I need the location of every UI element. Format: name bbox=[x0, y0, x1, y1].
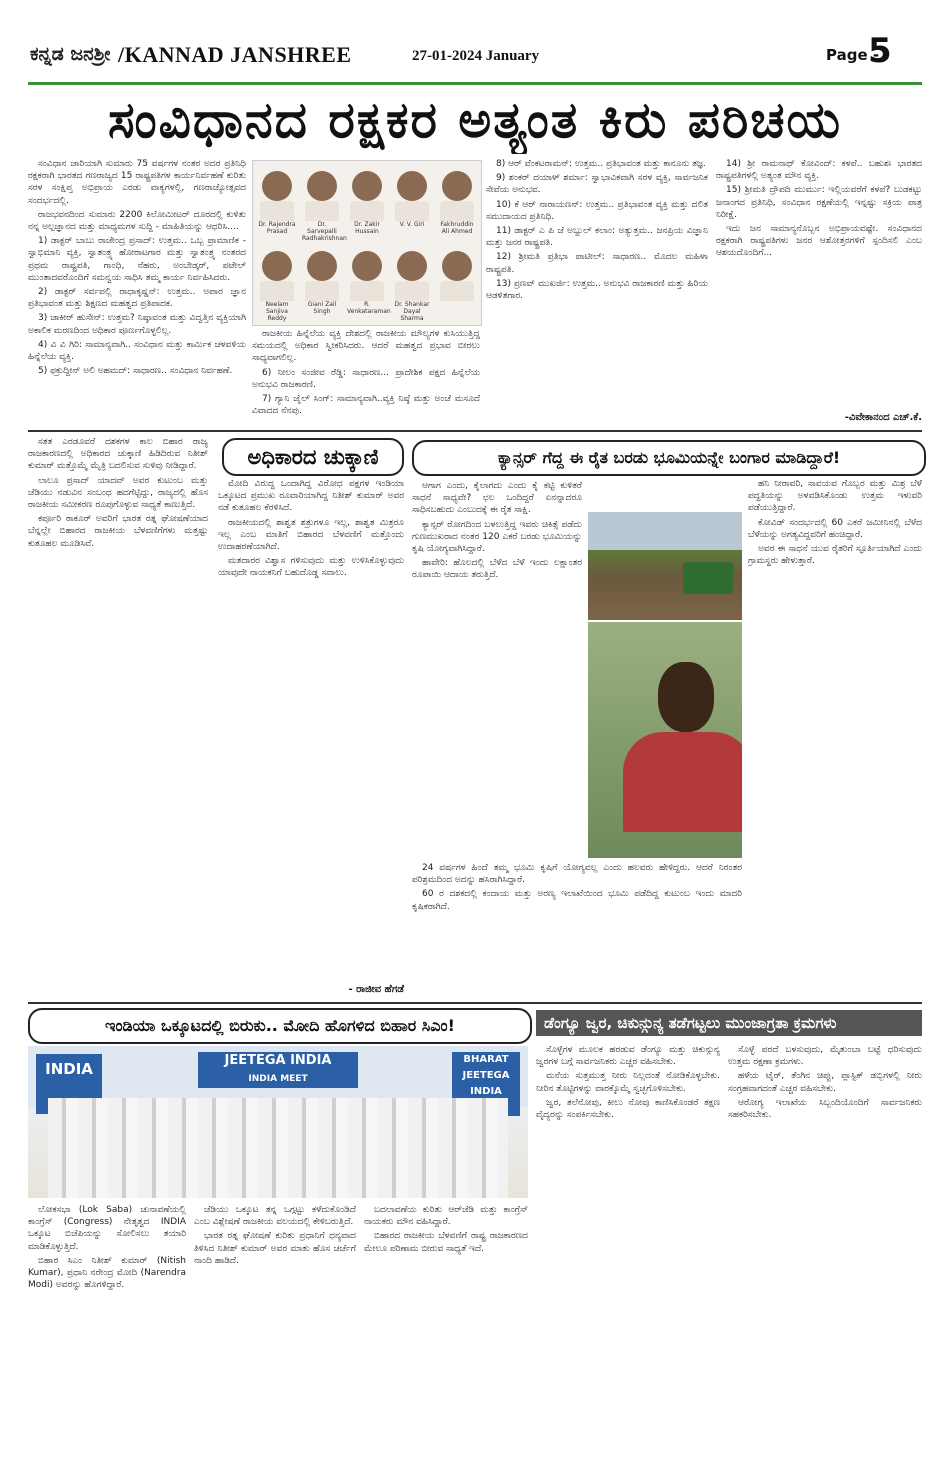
president-portrait bbox=[257, 247, 297, 322]
paragraph: ಕ್ಯಾನ್ಸರ್ ರೋಗದಿಂದ ಬಳಲುತ್ತಿದ್ದ ಇವರು ಚಿಕಿತ್ಸೆ ಪಡೆದು ಗುಣಮುಖರಾದ ನಂತರ 120 ಎಕರೆ ಬರಡು ಭೂಮಿಯನ್ನು ಕೃಷಿ ಯೋಗ್ಯವಾಗಿಸಿದ್ದಾರೆ. bbox=[412, 519, 582, 555]
attire-shape bbox=[350, 281, 384, 301]
face-shape bbox=[442, 171, 472, 201]
farm-field-photo bbox=[588, 512, 742, 620]
paragraph: ಲಾಲೂ ಪ್ರಸಾದ್ ಯಾದವ್ ಅವರ ಕುಟುಂಬ ಮತ್ತು ಜೆಡಿಯು ನಡುವಿನ ಸಂಬಂಧ ಹದಗೆಟ್ಟಿದ್ದು, ರಾಜ್ಯದಲ್ಲಿ ಹೊಸ ರಾಜಕೀಯ ಸಮೀಕರಣ ರೂಪುಗೊಳ್ಳುವ ಸಾಧ್ಯತೆ ಕಾಣುತ್ತಿದೆ. bbox=[28, 475, 208, 511]
article5-column-1 bbox=[536, 1044, 720, 1466]
president-portrait bbox=[437, 167, 477, 235]
face-shape bbox=[262, 171, 292, 201]
attire-shape bbox=[440, 281, 474, 301]
paragraph: ಅವರ ಈ ಸಾಧನೆ ಯುವ ರೈತರಿಗೆ ಸ್ಫೂರ್ತಿಯಾಗಿದೆ ಎಂದು ಗ್ರಾಮಸ್ಥರು ಹೇಳುತ್ತಾರೆ. bbox=[748, 544, 922, 567]
president-portrait bbox=[347, 247, 391, 315]
article3-column-1 bbox=[412, 480, 582, 860]
article2-heading: ಅಧಿಕಾರದ ಚುಕ್ಕಾಣಿ bbox=[222, 438, 404, 476]
farmer-head-shape bbox=[658, 662, 714, 732]
face-shape bbox=[307, 251, 337, 281]
paragraph: ಜ್ವರ, ತಲೆನೋವು, ಕೀಲು ನೋವು ಕಾಣಿಸಿಕೊಂಡರೆ ತಕ್ಷಣ ವೈದ್ಯರನ್ನು ಸಂಪರ್ಕಿಸಬೇಕು. bbox=[536, 1097, 720, 1121]
attire-shape bbox=[260, 281, 294, 301]
paragraph: ಹಾವೇರಿ: ಹೊಲದಲ್ಲಿ ಬೆಳೆದ ಬೆಳೆ ಇಂದು ಲಕ್ಷಾಂತರ ರೂಪಾಯಿ ಆದಾಯ ತರುತ್ತಿದೆ. bbox=[412, 558, 582, 581]
paragraph: 2) ಡಾಕ್ಟರ್ ಸರ್ವಪಲ್ಲಿ ರಾಧಾಕೃಷ್ಣನ್: ಉತ್ತಮ.. ಅಪಾರ ಜ್ಞಾನ ಪ್ರತಿಭಾವಂತ ಮತ್ತು ಶಿಕ್ಷಣದ ಮಹತ್ವದ ಪ್ರತಿಪಾದಕ. bbox=[28, 287, 246, 310]
paragraph: ಜೆಡಿಯು ಒಕ್ಕೂಟ ತನ್ನ ಒಗ್ಗಟ್ಟು ಕಳೆದುಕೊಂಡಿದೆ ಎಂಬ ವಿಶ್ಲೇಷಣೆ ರಾಜಕೀಯ ವಲಯದಲ್ಲಿ ಕೇಳಿಬರುತ್ತಿದೆ. bbox=[194, 1205, 356, 1228]
paragraph: ಲೋಕಸಭಾ (Lok Saba) ಚುನಾವಣೆಯಲ್ಲಿ ಕಾಂಗ್ರೆಸ್ (Congress) ನೇತೃತ್ವದ INDIA ಒಕ್ಕೂಟ ಬಿಜೆಪಿಯನ್ನು ಸೋಲಿಸಲು ತಯಾರಿ ಮಾಡಿಕೊಳ್ಳುತ್ತಿದೆ. bbox=[28, 1205, 186, 1252]
article1-column-1 bbox=[28, 158, 246, 428]
paragraph: ಸತತ ಎರಡೂವರೆ ದಶಕಗಳ ಕಾಲ ಬಿಹಾರ ರಾಜ್ಯ ರಾಜಕಾರಣದಲ್ಲಿ ಅಧಿಕಾರದ ಚುಕ್ಕಾಣಿ ಹಿಡಿದಿರುವ ನಿತೀಶ್ ಕುಮಾರ್ ಮತ್ತೊಮ್ಮೆ ಮೈತ್ರಿ ಬದಲಿಸುವ ಸುಳಿವು ನೀಡಿದ್ದಾರೆ. bbox=[28, 437, 208, 472]
tractor-shape bbox=[683, 562, 733, 594]
article5-heading: ಡೆಂಗ್ಯೂ ಜ್ವರ, ಚಿಕುನ್ಗುನ್ಯ ತಡೆಗಟ್ಟಲು ಮುಂಜಾಗ್ರತಾ ಕ್ರಮಗಳು bbox=[536, 1010, 922, 1036]
article1-column-4 bbox=[716, 158, 922, 413]
farmer-body-shape bbox=[623, 732, 742, 832]
paragraph: ಭಾರತ ರತ್ನ ಘೋಷಣೆ ಕುರಿತು ಪ್ರಧಾನಿಗೆ ಧನ್ಯವಾದ ತಿಳಿಸಿದ ನಿತೀಶ್ ಕುಮಾರ್ ಅವರ ಮಾತು ಹೊಸ ಚರ್ಚೆಗೆ ನಾಂದಿ ಹಾಡಿದೆ. bbox=[194, 1231, 356, 1266]
meet-label: INDIA MEET bbox=[248, 1074, 308, 1084]
presidents-portrait-collage bbox=[252, 160, 482, 326]
paragraph: ಮನೆಯ ಸುತ್ತಮುತ್ತ ನೀರು ನಿಲ್ಲದಂತೆ ನೋಡಿಕೊಳ್ಳಬೇಕು. ನೀರಿನ ತೊಟ್ಟಿಗಳನ್ನು ವಾರಕ್ಕೊಮ್ಮೆ ಸ್ವಚ್ಛಗೊಳಿಸಬೇಕು. bbox=[536, 1071, 720, 1094]
attire-shape bbox=[395, 201, 429, 221]
paragraph: 12) ಶ್ರೀಮತಿ ಪ್ರತಿಭಾ ಪಾಟೀಲ್: ಸಾಧಾರಣ.. ಮೊದಲ ಮಹಿಳಾ ರಾಷ್ಟ್ರಪತಿ. bbox=[486, 252, 708, 275]
paragraph: 5) ಫಕ್ರುದ್ದೀನ್ ಅಲಿ ಅಹಮದ್: ಸಾಧಾರಣ.. ಸಂವಿಧಾನ ನಿರ್ವಹಣೆ. bbox=[38, 366, 233, 377]
president-portrait bbox=[257, 167, 297, 235]
attire-shape bbox=[395, 281, 429, 301]
page-number: 5 bbox=[868, 31, 892, 71]
banner-center bbox=[198, 1052, 358, 1088]
portrait-caption: Dr. Rajendra Prasad bbox=[258, 221, 296, 235]
article3-heading: ಕ್ಯಾನ್ಸರ್ ಗೆದ್ದ ಈ ರೈತ ಬರಡು ಭೂಮಿಯನ್ನೇ ಬಂಗಾರ ಮಾಡಿದ್ದಾರೆ! bbox=[412, 440, 926, 476]
article1-author: -ವಿವೇಕಾನಂದ ಎಚ್.ಕೆ. bbox=[844, 412, 922, 423]
article2-author: - ರಾಜೀವ ಹೆಗಡೆ bbox=[348, 984, 404, 995]
paragraph: ಇದು ಜನ ಸಾಮಾನ್ಯನೊಬ್ಬನ ಅಭಿಪ್ರಾಯವಷ್ಟೇ. ಸಂವಿಧಾನದ ರಕ್ಷಕರಾಗಿ ರಾಷ್ಟ್ರಪತಿಗಳು ಜನರ ಆಶೋತ್ತರಗಳಿಗೆ ಸ್ಪಂದಿಸಲಿ ಎಂಬ ಆಶಯದೊಂದಿಗೆ... bbox=[716, 224, 922, 259]
article4-column-2 bbox=[194, 1204, 356, 1466]
paper-name-kannada: ಕನ್ನಡ ಜನಶ್ರೀ bbox=[30, 43, 111, 65]
face-shape bbox=[442, 251, 472, 281]
banner-right-text: JEETEGA INDIA bbox=[462, 1070, 510, 1097]
article4-column-1 bbox=[28, 1204, 186, 1466]
president-portrait bbox=[392, 247, 432, 322]
president-portrait bbox=[302, 247, 342, 315]
article2-column-2 bbox=[218, 478, 404, 986]
farmer-portrait-photo bbox=[588, 622, 742, 858]
face-shape bbox=[307, 171, 337, 201]
face-shape bbox=[352, 251, 382, 281]
paragraph: ರಾಜಭವನದಿಂದ ಸುಮಾರು 2200 ಕಿಲೋಮೀಟರ್ ದೂರದಲ್ಲಿ ಕುಳಿತು ನನ್ನ ಅಲ್ಪಜ್ಞಾನದ ಮತ್ತು ಮಾಧ್ಯಮಗಳ ಸುದ್ದಿ - ಮಾಹಿತಿಯನ್ನು ಆಧರಿಸಿ.... bbox=[28, 209, 246, 233]
paragraph: ಹನಿ ನೀರಾವರಿ, ಸಾವಯವ ಗೊಬ್ಬರ ಮತ್ತು ಮಿಶ್ರ ಬೆಳೆ ಪದ್ಧತಿಯನ್ನು ಅಳವಡಿಸಿಕೊಂಡು ಉತ್ತಮ ಇಳುವರಿ ಪಡೆಯುತ್ತಿದ್ದಾರೆ. bbox=[748, 479, 922, 514]
portrait-caption: Dr. Shankar Dayal Sharma bbox=[394, 301, 430, 322]
attire-shape bbox=[440, 201, 474, 221]
president-portrait bbox=[392, 167, 432, 228]
paragraph: 9) ಶಂಕರ್ ದಯಾಳ್ ಶರ್ಮಾ: ಸ್ವಾಭಾವಿಕವಾಗಿ ಸರಳ ವ್ಯಕ್ತಿ, ಸಾರ್ವಜನಿಕ ಸೇವೆಯ ಅನುಭವ. bbox=[486, 173, 708, 196]
paragraph: ಕರ್ಪೂರಿ ಠಾಕೂರ್ ಅವರಿಗೆ ಭಾರತ ರತ್ನ ಘೋಷಣೆಯಾದ ಬೆನ್ನಲ್ಲೇ ಬಿಹಾರದ ರಾಜಕೀಯ ಬೆಳವಣಿಗೆಗಳು ಮತ್ತಷ್ಟು ಕುತೂಹಲ ಮೂಡಿಸಿವೆ. bbox=[28, 514, 208, 549]
section-divider-2 bbox=[28, 1002, 922, 1004]
article4-heading: ಇಂಡಿಯಾ ಒಕ್ಕೂಟದಲ್ಲಿ ಬಿರುಕು.. ಮೋದಿ ಹೊಗಳಿದ ಬಿಹಾರ ಸಿಎಂ! bbox=[28, 1008, 532, 1044]
paragraph: ಬಿಹಾರ ಸಿಎಂ ನಿತೀಶ್ ಕುಮಾರ್ (Nitish Kumar), ಪ್ರಧಾನಿ ನರೇಂದ್ರ ಮೋದಿ (Narendra Modi) ಅವರನ್ನು ಹೊಗಳಿದ್ದಾರೆ. bbox=[28, 1255, 186, 1291]
crowd-of-leaders bbox=[48, 1098, 508, 1198]
paragraph: 60 ರ ದಶಕದಲ್ಲಿ ಕಂದಾಯ ಮತ್ತು ಅರಣ್ಯ ಇಲಾಖೆಯಿಂದ ಭೂಮಿ ಪಡೆದಿದ್ದ ಕುಟುಂಬ ಇಂದು ಮಾದರಿ ಕೃಷಿಕರಾಗಿದೆ. bbox=[412, 889, 742, 912]
article3-column-2 bbox=[412, 862, 742, 998]
paragraph: ಸೊಳ್ಳೆ ಪರದೆ ಬಳಸುವುದು, ಮೈತುಂಬಾ ಬಟ್ಟೆ ಧರಿಸುವುದು ಉತ್ತಮ ರಕ್ಷಣಾ ಕ್ರಮಗಳು. bbox=[728, 1045, 922, 1068]
article5-column-2 bbox=[728, 1044, 922, 1466]
article1-column-2 bbox=[252, 328, 480, 428]
article3-column-3 bbox=[748, 478, 922, 998]
paragraph: ರಾಜಕೀಯ ಹಿನ್ನೆಲೆಯ ವ್ಯಕ್ತಿ ದೇಶದಲ್ಲಿ ರಾಜಕೀಯ ಮೌಲ್ಯಗಳ ಕುಸಿಯುತ್ತಿದ್ದ ಸಮಯದಲ್ಲಿ ಅಧಿಕಾರ ಸ್ವೀಕರಿಸಿದರು. ಆದರೆ ಮಹತ್ವದ ಪ್ರಭಾವ ಬೀರಲು ಸಾಧ್ಯವಾಗಲಿಲ್ಲ. bbox=[252, 329, 480, 364]
portrait-caption: V. V. Giri bbox=[399, 221, 425, 228]
portrait-caption: Giani Zail Singh bbox=[307, 301, 337, 315]
portrait-caption: Dr. Sarvepalli Radhakrishnan bbox=[302, 221, 347, 242]
attire-shape bbox=[305, 201, 339, 221]
paragraph: ಆಗಾಗ ಎಂದು, ಕೈಲಾಗದು ಎಂದು ಕೈ ಕಟ್ಟಿ ಕುಳಿತರೆ ಸಾಧನೆ ಸಾಧ್ಯವೇ? ಛಲ ಒಂದಿದ್ದರೆ ಏನನ್ನಾದರೂ ಸಾಧಿಸಬಹುದು ಎಂಬುದಕ್ಕೆ ಈ ರೈತ ಸಾಕ್ಷಿ. bbox=[412, 481, 582, 516]
paragraph: 10) ಕೆ ಆರ್ ನಾರಾಯಣನ್: ಉತ್ತಮ.. ಪ್ರತಿಭಾವಂತ ವ್ಯಕ್ತಿ ಮತ್ತು ದಲಿತ ಸಮುದಾಯದ ಪ್ರತಿನಿಧಿ. bbox=[486, 199, 708, 222]
paragraph: ಸಂವಿಧಾನ ಜಾರಿಯಾಗಿ ಸುಮಾರು 75 ವರ್ಷಗಳ ನಂತರ ಅದರ ಪ್ರತಿನಿಧಿ ರಕ್ಷಕರಾಗಿ ಭಾರತದ ಗಣರಾಜ್ಯದ 15 ರಾಷ್ಟ್ರಪತಿಗಳ ಕಾರ್ಯನಿರ್ವಹಣೆ ಕುರಿತು ಸರಳ ಸಂಕ್ಷಿಪ್ತ ಅಭಿಪ್ರಾಯ ಎರಡು ವಾಕ್ಯಗಳಲ್ಲಿ, ಗಣರಾಜ್ಯೋತ್ಸವದ ಸಂದರ್ಭದಲ್ಲಿ. bbox=[28, 159, 246, 206]
president-portrait bbox=[347, 167, 387, 235]
paragraph: ಬಿಹಾರದ ರಾಜಕೀಯ ಬೆಳವಣಿಗೆ ರಾಷ್ಟ್ರ ರಾಜಕಾರಣದ ಮೇಲೂ ಪರಿಣಾಮ ಬೀರುವ ಸಾಧ್ಯತೆ ಇದೆ. bbox=[364, 1231, 528, 1254]
face-shape bbox=[397, 251, 427, 281]
page-label: Page - bbox=[826, 46, 880, 64]
attire-shape bbox=[305, 281, 339, 301]
paragraph: 14) ಶ್ರೀ ರಾಮನಾಥ್ ಕೋವಿಂದ್: ಕಳಪೆ.. ಬಹುಶಃ ಭಾರತದ ರಾಷ್ಟ್ರಪತಿಗಳಲ್ಲಿ ಅತ್ಯಂತ ಮೌನ ವ್ಯಕ್ತಿ. bbox=[716, 159, 922, 182]
paragraph: ಮೋದಿ ವಿರುದ್ಧ ಒಂದಾಗಿದ್ದ ವಿರೋಧ ಪಕ್ಷಗಳ ಇಂಡಿಯಾ ಒಕ್ಕೂಟದ ಪ್ರಮುಖ ರೂವಾರಿಯಾಗಿದ್ದ ನಿತೀಶ್ ಕುಮಾರ್ ಅವರ ನಡೆ ಕುತೂಹಲ ಕೆರಳಿಸಿದೆ. bbox=[218, 479, 404, 514]
attire-shape bbox=[350, 201, 384, 221]
banner-left-text: INDIA bbox=[45, 1060, 93, 1078]
masthead bbox=[0, 0, 945, 78]
paragraph: 3) ಜಾಕೀರ್ ಹುಸೇನ್: ಉತ್ತಮ? ನಿಷ್ಠಾವಂತ ಮತ್ತು ವಿದ್ವತ್ತಿನ ವ್ಯಕ್ತಿಯಾಗಿ ಅಕಾಲಿಕ ಮರಣದಿಂದ ಅಧಿಕಾರ ಪೂರ್ಣಗೊಳ್ಳಲಿಲ್ಲ. bbox=[28, 313, 246, 336]
paragraph: 11) ಡಾಕ್ಟರ್ ಎ ಪಿ ಜೆ ಅಬ್ದುಲ್ ಕಲಾಂ: ಅತ್ಯುತ್ತಮ.. ಜನಪ್ರಿಯ ವಿಜ್ಞಾನಿ ಮತ್ತು ಜನರ ರಾಷ್ಟ್ರಪತಿ. bbox=[486, 226, 708, 249]
portrait-caption: Fakhruddin Ali Ahmed bbox=[440, 221, 474, 235]
attire-shape bbox=[260, 201, 294, 221]
section-divider bbox=[28, 430, 922, 432]
masthead-divider bbox=[28, 82, 922, 85]
paragraph: ಬದಲಾವಣೆಯ ಕುರಿತು ಆರ್‌ಜೆಡಿ ಮತ್ತು ಕಾಂಗ್ರೆಸ್ ನಾಯಕರು ಮೌನ ವಹಿಸಿದ್ದಾರೆ. bbox=[364, 1205, 528, 1228]
paragraph: ಮತದಾರರ ವಿಶ್ವಾಸ ಗಳಿಸುವುದು ಮತ್ತು ಉಳಿಸಿಕೊಳ್ಳುವುದು ಯಾವುದೇ ನಾಯಕನಿಗೆ ಬಹುದೊಡ್ಡ ಸವಾಲು. bbox=[218, 556, 404, 579]
article1-column-3 bbox=[486, 158, 708, 428]
face-shape bbox=[352, 171, 382, 201]
paragraph: 4) ವಿ ವಿ ಗಿರಿ: ಸಾಮಾನ್ಯವಾಗಿ.. ಸಂವಿಧಾನ ಮತ್ತು ಕಾರ್ಮಿಕ ಚಳವಳಿಯ ಹಿನ್ನೆಲೆಯ ವ್ಯಕ್ತಿ. bbox=[28, 339, 246, 363]
banner-right-top-text: BHARAT bbox=[463, 1054, 509, 1065]
paragraph: 7) ಗ್ಯಾನಿ ಜೈಲ್ ಸಿಂಗ್: ಸಾಮಾನ್ಯವಾಗಿ..ವ್ಯಕ್ತಿ ನಿಷ್ಠೆ ಮತ್ತು ಅಂಚೆ ಮಸೂದೆ ವಿವಾದದ ನೆನಪು. bbox=[252, 394, 480, 417]
portrait-caption: Neelam Sanjiva Reddy bbox=[265, 301, 289, 322]
paragraph: 13) ಪ್ರಣವ್ ಮುಖರ್ಜಿ: ಉತ್ತಮ.. ಅನುಭವಿ ರಾಜಕಾರಣಿ ಮತ್ತು ಹಿರಿಯ ಆಡಳಿತಗಾರ. bbox=[486, 278, 708, 302]
article-headline: ಸಂವಿಧಾನದ ರಕ್ಷಕರ ಅತ್ಯಂತ ಕಿರು ಪರಿಚಯ bbox=[107, 91, 843, 149]
president-portrait bbox=[437, 247, 477, 305]
article4-column-3 bbox=[364, 1204, 528, 1466]
paragraph: 6) ನೀಲಂ ಸಂಜೀವ ರೆಡ್ಡಿ: ಸಾಧಾರಣ... ಪ್ರಾದೇಶಿಕ ಪಕ್ಷದ ಹಿನ್ನೆಲೆಯ ಅನುಭವಿ ರಾಜಕಾರಣಿ. bbox=[252, 367, 480, 390]
portrait-caption: R. Venkataraman bbox=[347, 301, 391, 315]
face-shape bbox=[262, 251, 292, 281]
face-shape bbox=[397, 171, 427, 201]
article2-column-1 bbox=[28, 436, 208, 998]
paragraph: 15) ಶ್ರೀಮತಿ ದ್ರೌಪದಿ ಮುರ್ಮು: ಇಲ್ಲಿಯವರೆಗೆ ಕಳಪೆ? ಬುಡಕಟ್ಟು ಜನಾಂಗದ ಪ್ರತಿನಿಧಿ, ಸಂವಿಧಾನ ರಕ್ಷಣೆಯಲ್ಲಿ ಇನ್ನಷ್ಟು ಸಕ್ರಿಯ ಪಾತ್ರ ನಿರೀಕ್ಷೆ. bbox=[716, 185, 922, 220]
paragraph: ಕೋವಿಡ್ ಸಂದರ್ಭದಲ್ಲಿ 60 ಎಕರೆ ಜಮೀನಿನಲ್ಲಿ ಬೆಳೆದ ಬೆಳೆಯನ್ನು ಅಗತ್ಯವಿದ್ದವರಿಗೆ ಹಂಚಿದ್ದಾರೆ. bbox=[748, 517, 922, 540]
paragraph: 1) ಡಾಕ್ಟರ್ ಬಾಬು ರಾಜೇಂದ್ರ ಪ್ರಸಾದ್: ಉತ್ತಮ.. ಒಬ್ಬ ಪ್ರಾಮಾಣಿಕ - ಸ್ವಾಭಿಮಾನಿ ವ್ಯಕ್ತಿ, ಸ್ವಾತಂತ್ರ್ಯ ಹೋರಾಟಗಾರ ಮತ್ತು ಸ್ವಾತಂತ್ರ್ಯ ನಂತರದ ಪ್ರಥಮ ರಾಷ್ಟ್ರಪತಿ, ಗಾಂಧಿ, ನೆಹರು, ಅಂಬೇಡ್ಕರ್, ಪಟೇಲ್ ಮುಂತಾದವರೊಂದಿಗೆ ಸಮನ್ವಯ ಸಾಧಿಸಿ ತಮ್ಮ ಕಾರ್ಯ ನಿರ್ವಹಿಸಿದರು. bbox=[28, 236, 246, 283]
paragraph: ಆರೋಗ್ಯ ಇಲಾಖೆಯ ಸಿಬ್ಬಂದಿಯೊಂದಿಗೆ ಸಾರ್ವಜನಿಕರು ಸಹಕರಿಸಬೇಕು. bbox=[728, 1097, 922, 1121]
banner-center-text: JEETEGA INDIA bbox=[224, 1053, 332, 1068]
president-portrait bbox=[302, 167, 347, 242]
paper-name-english: /KANNAD JANSHREE bbox=[118, 42, 352, 67]
india-bloc-meeting-photo bbox=[28, 1046, 528, 1198]
paragraph: ಹಳೆಯ ಟೈರ್, ತೆಂಗಿನ ಚಿಪ್ಪು, ಪ್ಲಾಸ್ಟಿಕ್ ಡಬ್ಬಿಗಳಲ್ಲಿ ನೀರು ಸಂಗ್ರಹವಾಗದಂತೆ ಎಚ್ಚರ ವಹಿಸಬೇಕು. bbox=[728, 1071, 922, 1094]
portrait-caption: Dr. Zakir Hussain bbox=[354, 221, 380, 235]
issue-date: 27-01-2024 January bbox=[412, 48, 540, 64]
paragraph: 24 ವರ್ಷಗಳ ಹಿಂದೆ ತಮ್ಮ ಭೂಮಿ ಕೃಷಿಗೆ ಯೋಗ್ಯವಲ್ಲ ಎಂದು ಹಲವರು ಹೇಳಿದ್ದರು. ಆದರೆ ನಿರಂತರ ಪರಿಶ್ರಮದಿಂದ ಅದನ್ನು ಹಸಿರಾಗಿಸಿದ್ದಾರೆ. bbox=[412, 863, 742, 886]
paragraph: 8) ಆರ್ ವೆಂಕಟರಾಮನ್: ಉತ್ತಮ.. ಪ್ರತಿಭಾವಂತ ಮತ್ತು ಕಾನೂನು ತಜ್ಞ. bbox=[496, 159, 706, 169]
paragraph: ಸೊಳ್ಳೆಗಳ ಮೂಲಕ ಹರಡುವ ಡೆಂಗ್ಯೂ ಮತ್ತು ಚಿಕುನ್ಗುನ್ಯ ಜ್ವರಗಳ ಬಗ್ಗೆ ಸಾರ್ವಜನಿಕರು ಎಚ್ಚರ ವಹಿಸಬೇಕು. bbox=[536, 1045, 720, 1068]
paragraph: ರಾಜಕೀಯದಲ್ಲಿ ಶಾಶ್ವತ ಶತ್ರುಗಳೂ ಇಲ್ಲ, ಶಾಶ್ವತ ಮಿತ್ರರೂ ಇಲ್ಲ ಎಂಬ ಮಾತಿಗೆ ಬಿಹಾರದ ಬೆಳವಣಿಗೆ ಮತ್ತೊಂದು ಉದಾಹರಣೆಯಾಗಿದೆ. bbox=[218, 517, 404, 553]
